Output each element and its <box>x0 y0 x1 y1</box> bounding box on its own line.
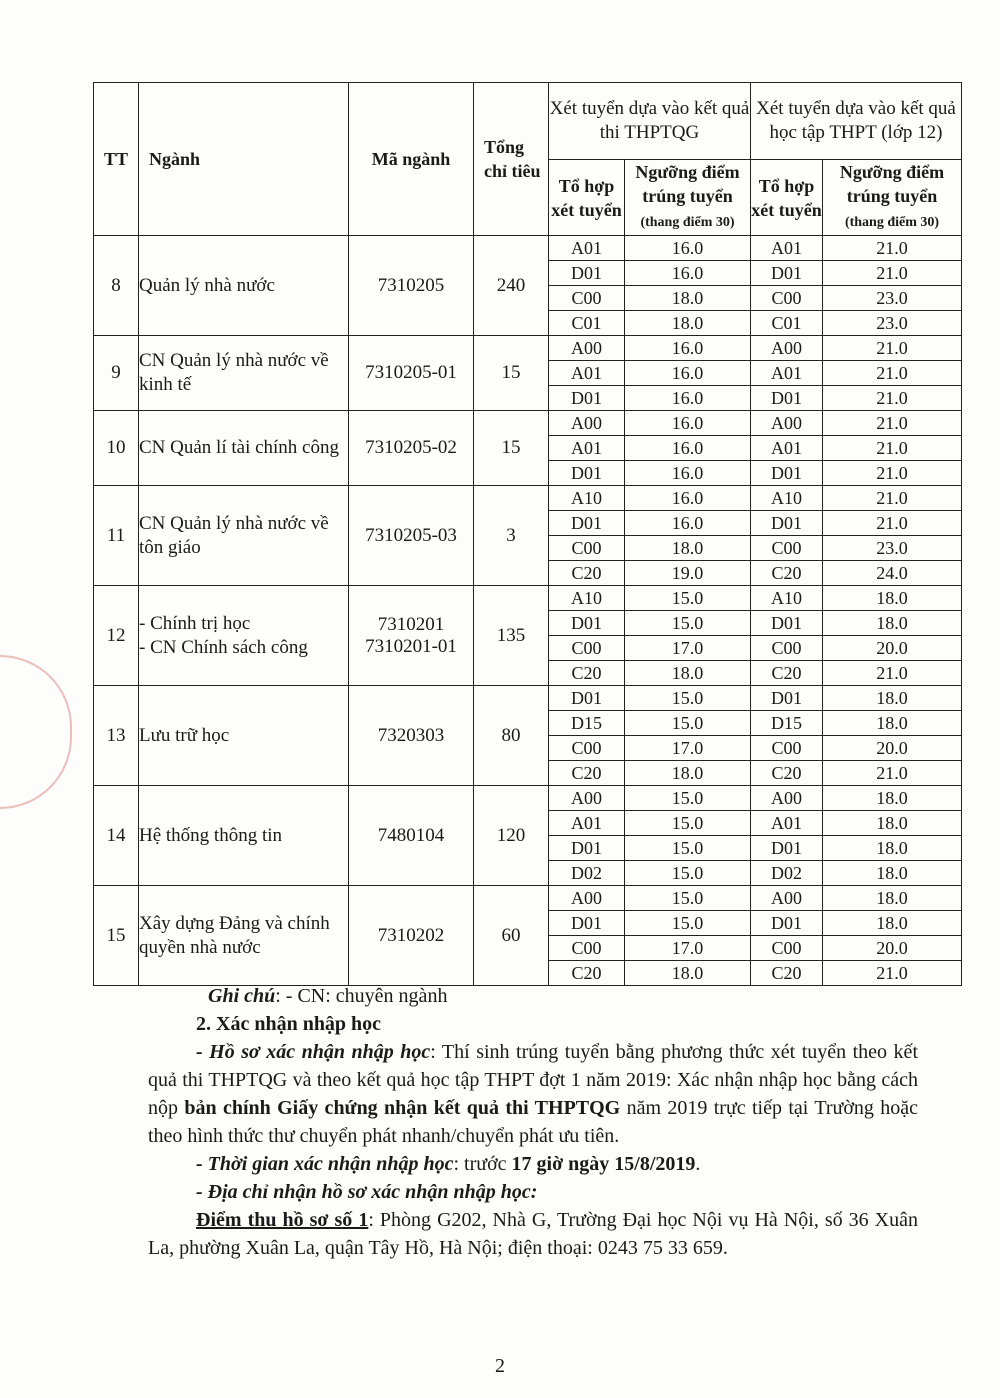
record-threshold: 21.0 <box>823 261 962 286</box>
exam-combo: C20 <box>549 661 625 686</box>
hoso-paragraph <box>148 1038 918 1150</box>
exam-combo: A00 <box>549 336 625 361</box>
record-combo: A10 <box>751 586 823 611</box>
record-combo: D01 <box>751 836 823 861</box>
exam-threshold: 15.0 <box>625 786 751 811</box>
record-combo: A00 <box>751 786 823 811</box>
record-threshold: 18.0 <box>823 886 962 911</box>
exam-threshold: 15.0 <box>625 711 751 736</box>
exam-threshold: 16.0 <box>625 386 751 411</box>
record-threshold: 18.0 <box>823 711 962 736</box>
row-number: 11 <box>94 486 139 586</box>
exam-threshold: 16.0 <box>625 411 751 436</box>
page-number: 2 <box>495 1355 505 1377</box>
record-combo: D01 <box>751 261 823 286</box>
admission-table <box>93 82 962 986</box>
exam-combo: A10 <box>549 586 625 611</box>
record-threshold: 21.0 <box>823 661 962 686</box>
exam-threshold: 18.0 <box>625 286 751 311</box>
exam-threshold: 16.0 <box>625 461 751 486</box>
row-number: 14 <box>94 786 139 886</box>
exam-threshold: 16.0 <box>625 486 751 511</box>
record-combo: C20 <box>751 961 823 986</box>
record-combo: A01 <box>751 811 823 836</box>
record-combo: C20 <box>751 561 823 586</box>
exam-threshold: 18.0 <box>625 961 751 986</box>
major-name: Quản lý nhà nước <box>139 236 349 336</box>
record-combo: D01 <box>751 386 823 411</box>
record-combo: C00 <box>751 636 823 661</box>
record-threshold: 21.0 <box>823 386 962 411</box>
exam-combo: A01 <box>549 361 625 386</box>
exam-threshold: 16.0 <box>625 511 751 536</box>
scale-label: (thang điểm 30) <box>640 215 735 230</box>
time-bold: 17 giờ ngày 15/8/2019 <box>511 1153 696 1175</box>
exam-threshold: 15.0 <box>625 836 751 861</box>
notes-section <box>148 982 918 1262</box>
exam-threshold: 18.0 <box>625 761 751 786</box>
record-threshold: 21.0 <box>823 436 962 461</box>
major-code: 7310205-02 <box>349 411 474 486</box>
hoso-text-1: : Thí sinh trúng tuyển bằng phương thức xét tuyển theo kết quả thi THPTQG và theo kết quả học tập THPT đợt 1 năm 2019: Xác nhận nhập học bằng cách nộp <box>148 1041 918 1119</box>
scale-label: (thang điểm 30) <box>844 215 940 230</box>
record-combo: C01 <box>751 311 823 336</box>
table-row <box>94 236 962 261</box>
major-code: 7310202 <box>349 886 474 986</box>
exam-threshold: 15.0 <box>625 911 751 936</box>
record-threshold: 23.0 <box>823 311 962 336</box>
exam-combo: D01 <box>549 511 625 536</box>
exam-threshold: 17.0 <box>625 636 751 661</box>
record-combo: D15 <box>751 711 823 736</box>
record-combo: C20 <box>751 661 823 686</box>
record-threshold: 24.0 <box>823 561 962 586</box>
red-stamp-mark <box>0 655 72 809</box>
record-combo: C00 <box>751 736 823 761</box>
exam-threshold: 19.0 <box>625 561 751 586</box>
time-end: . <box>695 1153 701 1175</box>
exam-threshold: 16.0 <box>625 336 751 361</box>
record-threshold: 18.0 <box>823 811 962 836</box>
record-combo: A10 <box>751 486 823 511</box>
record-threshold: 18.0 <box>823 836 962 861</box>
record-threshold: 20.0 <box>823 936 962 961</box>
header-combo-record: Tổ hợp xét tuyển <box>751 160 823 236</box>
record-combo: C00 <box>751 286 823 311</box>
exam-threshold: 16.0 <box>625 261 751 286</box>
record-combo: A00 <box>751 336 823 361</box>
quota: 60 <box>474 886 549 986</box>
ghichu-text: : - CN: chuyên ngành <box>275 985 448 1007</box>
section-title: 2. Xác nhận nhập học <box>196 1013 382 1035</box>
record-threshold: 23.0 <box>823 286 962 311</box>
header-threshold-exam <box>625 160 751 236</box>
point1-label: Điểm thu hồ sơ số 1 <box>196 1209 369 1231</box>
major-code: 7310205 <box>349 236 474 336</box>
ghichu-label: Ghi chú <box>208 985 276 1007</box>
ghichu-line <box>208 982 918 1010</box>
threshold-label: Ngưỡng điểm trúng tuyển <box>839 162 945 206</box>
major-name: Hệ thống thông tin <box>139 786 349 886</box>
record-threshold: 21.0 <box>823 486 962 511</box>
header-threshold-record <box>823 160 962 236</box>
header-combo-exam: Tổ hợp xét tuyển <box>549 160 625 236</box>
exam-combo: C20 <box>549 761 625 786</box>
major-name: - Chính trị học - CN Chính sách công <box>139 586 349 686</box>
major-name: CN Quản lí tài chính công <box>139 411 349 486</box>
record-combo: A00 <box>751 886 823 911</box>
table-row <box>94 411 962 436</box>
time-text: : trước <box>453 1153 512 1175</box>
record-combo: A01 <box>751 236 823 261</box>
time-paragraph <box>148 1150 918 1178</box>
record-combo: C00 <box>751 536 823 561</box>
exam-combo: C20 <box>549 961 625 986</box>
record-threshold: 18.0 <box>823 786 962 811</box>
exam-combo: A01 <box>549 436 625 461</box>
quota: 3 <box>474 486 549 586</box>
record-combo: C20 <box>751 761 823 786</box>
exam-combo: A01 <box>549 811 625 836</box>
quota: 15 <box>474 411 549 486</box>
record-threshold: 18.0 <box>823 586 962 611</box>
exam-combo: A01 <box>549 236 625 261</box>
time-label: - Thời gian xác nhận nhập học <box>196 1153 454 1175</box>
major-code: 7310205-01 <box>349 336 474 411</box>
record-threshold: 18.0 <box>823 911 962 936</box>
record-combo: D01 <box>751 461 823 486</box>
addr-label: - Địa chỉ nhận hồ sơ xác nhận nhập học: <box>196 1181 538 1203</box>
major-name: Lưu trữ học <box>139 686 349 786</box>
exam-combo: C00 <box>549 636 625 661</box>
table-row <box>94 586 962 611</box>
exam-threshold: 18.0 <box>625 311 751 336</box>
exam-combo: D01 <box>549 686 625 711</box>
record-threshold: 18.0 <box>823 861 962 886</box>
exam-combo: D01 <box>549 836 625 861</box>
record-threshold: 21.0 <box>823 236 962 261</box>
record-threshold: 18.0 <box>823 611 962 636</box>
header-record-group: Xét tuyển dựa vào kết quả học tập THPT (lớp 12) <box>751 83 962 160</box>
threshold-label: Ngưỡng điểm trúng tuyển <box>635 162 740 206</box>
record-combo: D01 <box>751 686 823 711</box>
quota: 120 <box>474 786 549 886</box>
exam-threshold: 16.0 <box>625 436 751 461</box>
exam-threshold: 17.0 <box>625 736 751 761</box>
header-code: Mã ngành <box>349 83 474 236</box>
major-name: Xây dựng Đảng và chính quyền nhà nước <box>139 886 349 986</box>
record-threshold: 20.0 <box>823 636 962 661</box>
record-threshold: 21.0 <box>823 511 962 536</box>
exam-combo: D01 <box>549 386 625 411</box>
exam-combo: D15 <box>549 711 625 736</box>
exam-combo: D01 <box>549 611 625 636</box>
table-row <box>94 686 962 711</box>
exam-combo: C00 <box>549 736 625 761</box>
record-threshold: 21.0 <box>823 761 962 786</box>
exam-threshold: 18.0 <box>625 661 751 686</box>
quota: 80 <box>474 686 549 786</box>
record-threshold: 18.0 <box>823 686 962 711</box>
admission-table-body <box>94 236 962 986</box>
record-threshold: 21.0 <box>823 961 962 986</box>
exam-threshold: 15.0 <box>625 861 751 886</box>
major-code: 7480104 <box>349 786 474 886</box>
header-tt: TT <box>94 83 139 236</box>
quota: 15 <box>474 336 549 411</box>
major-code: 7310201 7310201-01 <box>349 586 474 686</box>
exam-threshold: 15.0 <box>625 886 751 911</box>
record-combo: A00 <box>751 411 823 436</box>
quota: 240 <box>474 236 549 336</box>
exam-threshold: 15.0 <box>625 611 751 636</box>
exam-combo: C00 <box>549 286 625 311</box>
exam-combo: C20 <box>549 561 625 586</box>
record-threshold: 21.0 <box>823 411 962 436</box>
exam-combo: A10 <box>549 486 625 511</box>
record-combo: D01 <box>751 611 823 636</box>
row-number: 8 <box>94 236 139 336</box>
record-combo: D02 <box>751 861 823 886</box>
table-row <box>94 886 962 911</box>
hoso-label: - Hồ sơ xác nhận nhập học <box>196 1041 431 1063</box>
exam-combo: A00 <box>549 786 625 811</box>
record-threshold: 21.0 <box>823 361 962 386</box>
row-number: 15 <box>94 886 139 986</box>
major-code: 7320303 <box>349 686 474 786</box>
record-threshold: 23.0 <box>823 536 962 561</box>
row-number: 10 <box>94 411 139 486</box>
exam-threshold: 15.0 <box>625 811 751 836</box>
exam-threshold: 18.0 <box>625 536 751 561</box>
exam-combo: A00 <box>549 886 625 911</box>
point1-text: : Phòng G202, Nhà G, Trường Đại học Nội vụ Hà Nội, số 36 Xuân La, phường Xuân La, quận Tây Hồ, Hà Nội; điện thoại: 0243 75 33 659. <box>148 1209 918 1259</box>
header-quota: Tổng chỉ tiêu <box>474 83 549 236</box>
exam-combo: D01 <box>549 911 625 936</box>
exam-combo: D01 <box>549 261 625 286</box>
record-threshold: 21.0 <box>823 336 962 361</box>
table-row <box>94 336 962 361</box>
major-name: CN Quản lý nhà nước về tôn giáo <box>139 486 349 586</box>
hoso-text-2: năm 2019 trực tiếp tại Trường hoặc theo hình thức thư chuyển phát nhanh/chuyển phát ưu tiên. <box>148 1097 919 1147</box>
record-combo: C00 <box>751 936 823 961</box>
exam-combo: C00 <box>549 936 625 961</box>
table-row <box>94 486 962 511</box>
exam-combo: D02 <box>549 861 625 886</box>
exam-combo: C01 <box>549 311 625 336</box>
record-combo: A01 <box>751 436 823 461</box>
record-combo: A01 <box>751 361 823 386</box>
exam-threshold: 17.0 <box>625 936 751 961</box>
header-major: Ngành <box>139 83 349 236</box>
header-exam-group: Xét tuyển dựa vào kết quả thi THPTQG <box>549 83 751 160</box>
record-threshold: 21.0 <box>823 461 962 486</box>
exam-threshold: 15.0 <box>625 586 751 611</box>
hoso-bold: bản chính Giấy chứng nhận kết quả thi THPTQG <box>184 1097 621 1119</box>
major-name: CN Quản lý nhà nước về kinh tế <box>139 336 349 411</box>
record-combo: D01 <box>751 511 823 536</box>
quota: 135 <box>474 586 549 686</box>
exam-threshold: 16.0 <box>625 361 751 386</box>
record-combo: D01 <box>751 911 823 936</box>
row-number: 13 <box>94 686 139 786</box>
exam-combo: D01 <box>549 461 625 486</box>
major-code: 7310205-03 <box>349 486 474 586</box>
exam-threshold: 16.0 <box>625 236 751 261</box>
record-threshold: 20.0 <box>823 736 962 761</box>
point1-paragraph <box>148 1206 918 1262</box>
exam-combo: A00 <box>549 411 625 436</box>
row-number: 9 <box>94 336 139 411</box>
table-row <box>94 786 962 811</box>
exam-threshold: 15.0 <box>625 686 751 711</box>
admission-table-wrapper <box>93 82 961 986</box>
row-number: 12 <box>94 586 139 686</box>
exam-combo: C00 <box>549 536 625 561</box>
